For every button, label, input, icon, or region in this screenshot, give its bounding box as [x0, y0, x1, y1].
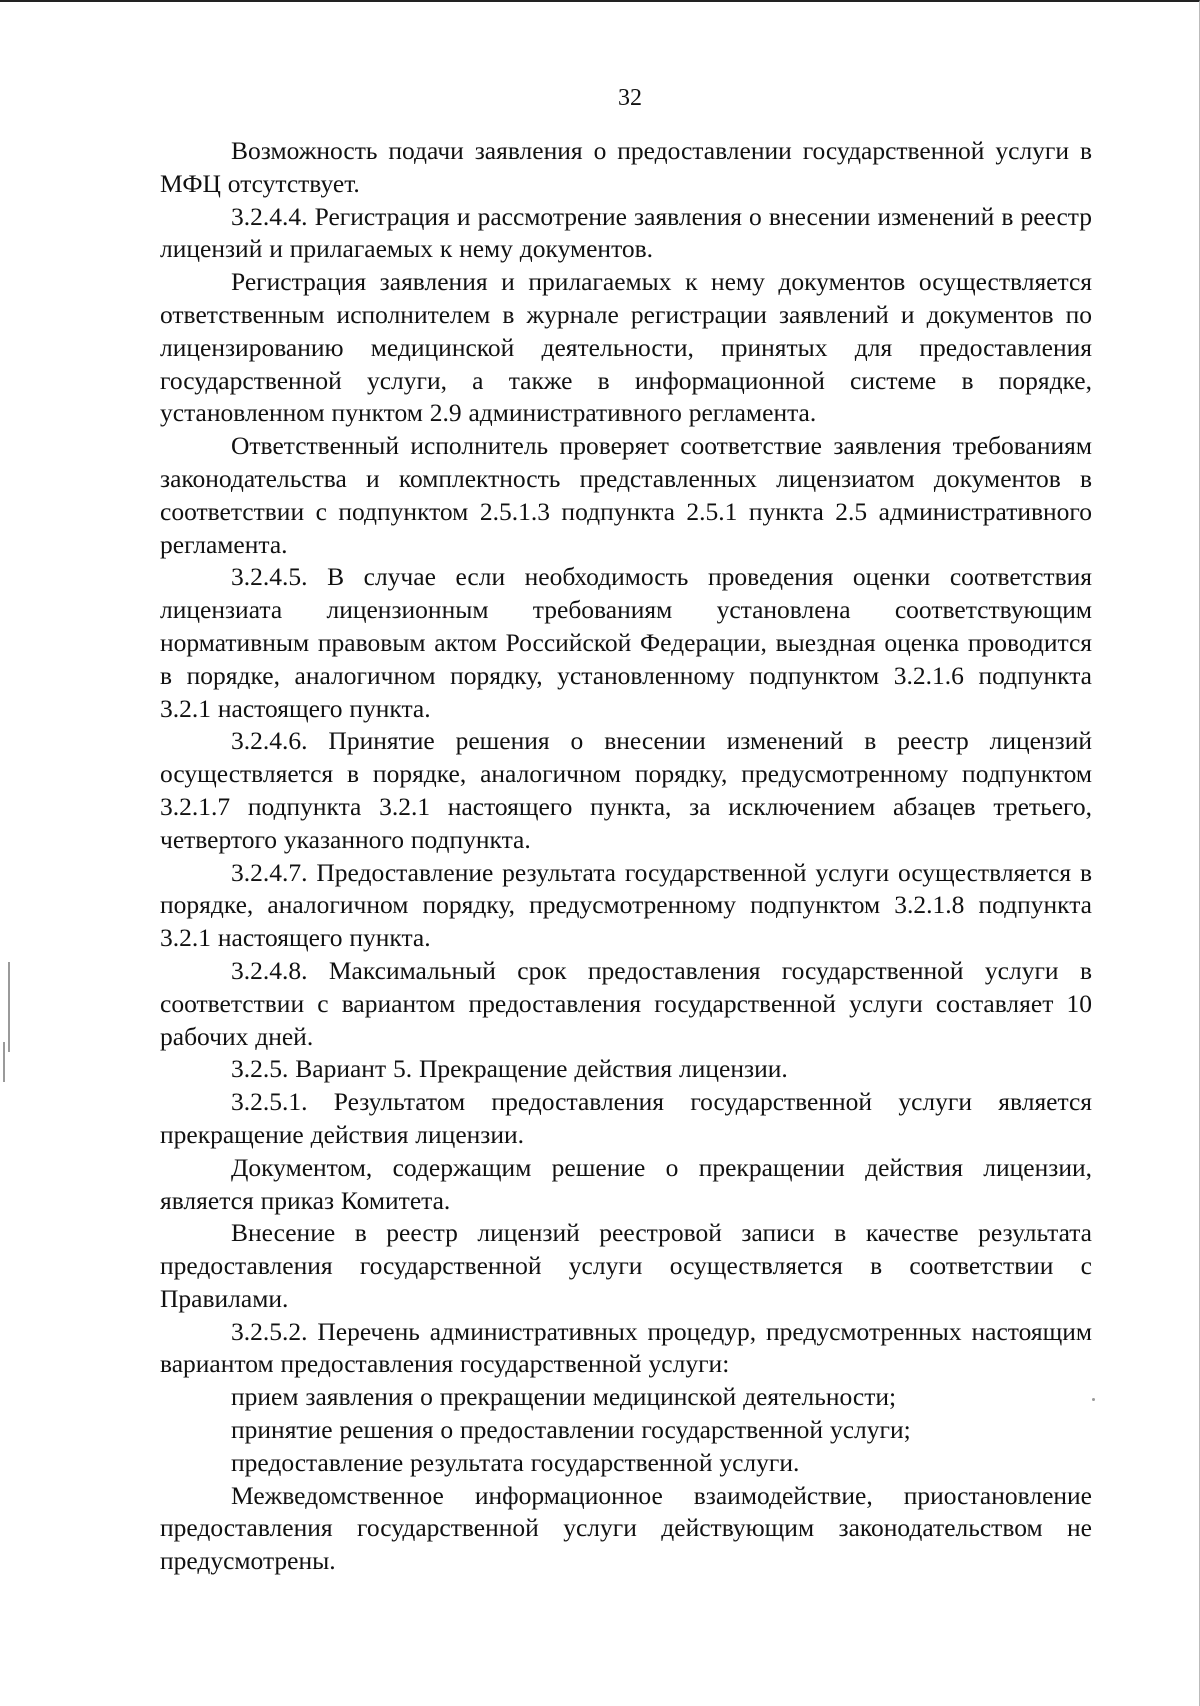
paragraph-3-2-5-1: 3.2.5.1. Результатом предоставления государственной услуги является прекращение действия лицензии. — [160, 1087, 1092, 1149]
paragraph-3-2-4-5: 3.2.4.5. В случае если необходимость проведения оценки соответствия лицензиата лицензионным требованиям установлена соответствующим нормативным правовым актом Российской Федерации, выездная оценка проводится в порядке, аналогичном порядку, установленному подпунктом 3.2.1.6 подпункта 3.2.1 настоящего пункта. — [160, 562, 1092, 723]
scan-artifact — [1092, 1398, 1095, 1401]
paragraph-3-2-5: 3.2.5. Вариант 5. Прекращение действия лицензии. — [231, 1054, 788, 1084]
scan-artifact — [8, 962, 10, 1052]
paragraph-3-2-4-6: 3.2.4.6. Принятие решения о внесении изменений в реестр лицензий осуществляется в порядке, аналогичном порядку, предусмотренному подпунктом 3.2.1.7 подпункта 3.2.1 настоящего пункта, за исключением абзацев третьего, четвертого указанного подпункта. — [160, 726, 1092, 854]
page-number: 32 — [618, 85, 642, 111]
paragraph-3-2-5-2: 3.2.5.2. Перечень административных процедур, предусмотренных настоящим вариантом предоставления государственной услуги: — [160, 1316, 1092, 1379]
paragraph-3-2-4-7: 3.2.4.7. Предоставление результата государственной услуги осуществляется в порядке, аналогичном порядку, предусмотренному подпунктом 3.2.1.8 подпункта 3.2.1 настоящего пункта. — [160, 857, 1092, 953]
list-item-procedure-1: прием заявления о прекращении медицинской деятельности; — [231, 1382, 897, 1412]
paragraph-decision-document: Документом, содержащим решение о прекращении действия лицензии, является приказ Комитета. — [160, 1152, 1092, 1215]
scan-artifact — [3, 1042, 5, 1082]
paragraph-compliance-check: Ответственный исполнитель проверяет соответствие заявления требованиям законодательства и комплектность представленных лицензиатом документов в соответствии с подпунктом 2.5.1.3 подпункта 2.5.1 пункта 2.5 административного регламента. — [160, 431, 1092, 559]
list-item-procedure-3: предоставление результата государственной услуги. — [231, 1447, 800, 1477]
list-item-procedure-2: принятие решения о предоставлении государственной услуги; — [231, 1415, 911, 1445]
paragraph-3-2-4-8: 3.2.4.8. Максимальный срок предоставления государственной услуги в соответствии с вариантом предоставления государственной услуги составляет 10 рабочих дней. — [160, 955, 1092, 1051]
paragraph-mfc-note: Возможность подачи заявления о предоставлении государственной услуги в МФЦ отсутствует. — [160, 136, 1092, 198]
paragraph-registration: Регистрация заявления и прилагаемых к нему документов осуществляется ответственным исполнителем в журнале регистрации заявлений и документов по лицензированию медицинской деятельности, принятых для предоставления государственной услуги, а также в информационной системе в порядке, установленном пунктом 2.9 административного регламента. — [160, 267, 1092, 428]
paragraph-registry-entry: Внесение в реестр лицензий реестровой записи в качестве результата предоставления государственной услуги осуществляется в соответствии с Правилами. — [160, 1218, 1092, 1313]
document-body — [160, 135, 1092, 1578]
paragraph-3-2-4-4: 3.2.4.4. Регистрация и рассмотрение заявления о внесении изменений в реестр лицензий и прилагаемых к нему документов. — [160, 201, 1092, 264]
paragraph-interagency: Межведомственное информационное взаимодействие, приостановление предоставления государственной услуги действующим законодательством не предусмотрены. — [160, 1480, 1092, 1576]
